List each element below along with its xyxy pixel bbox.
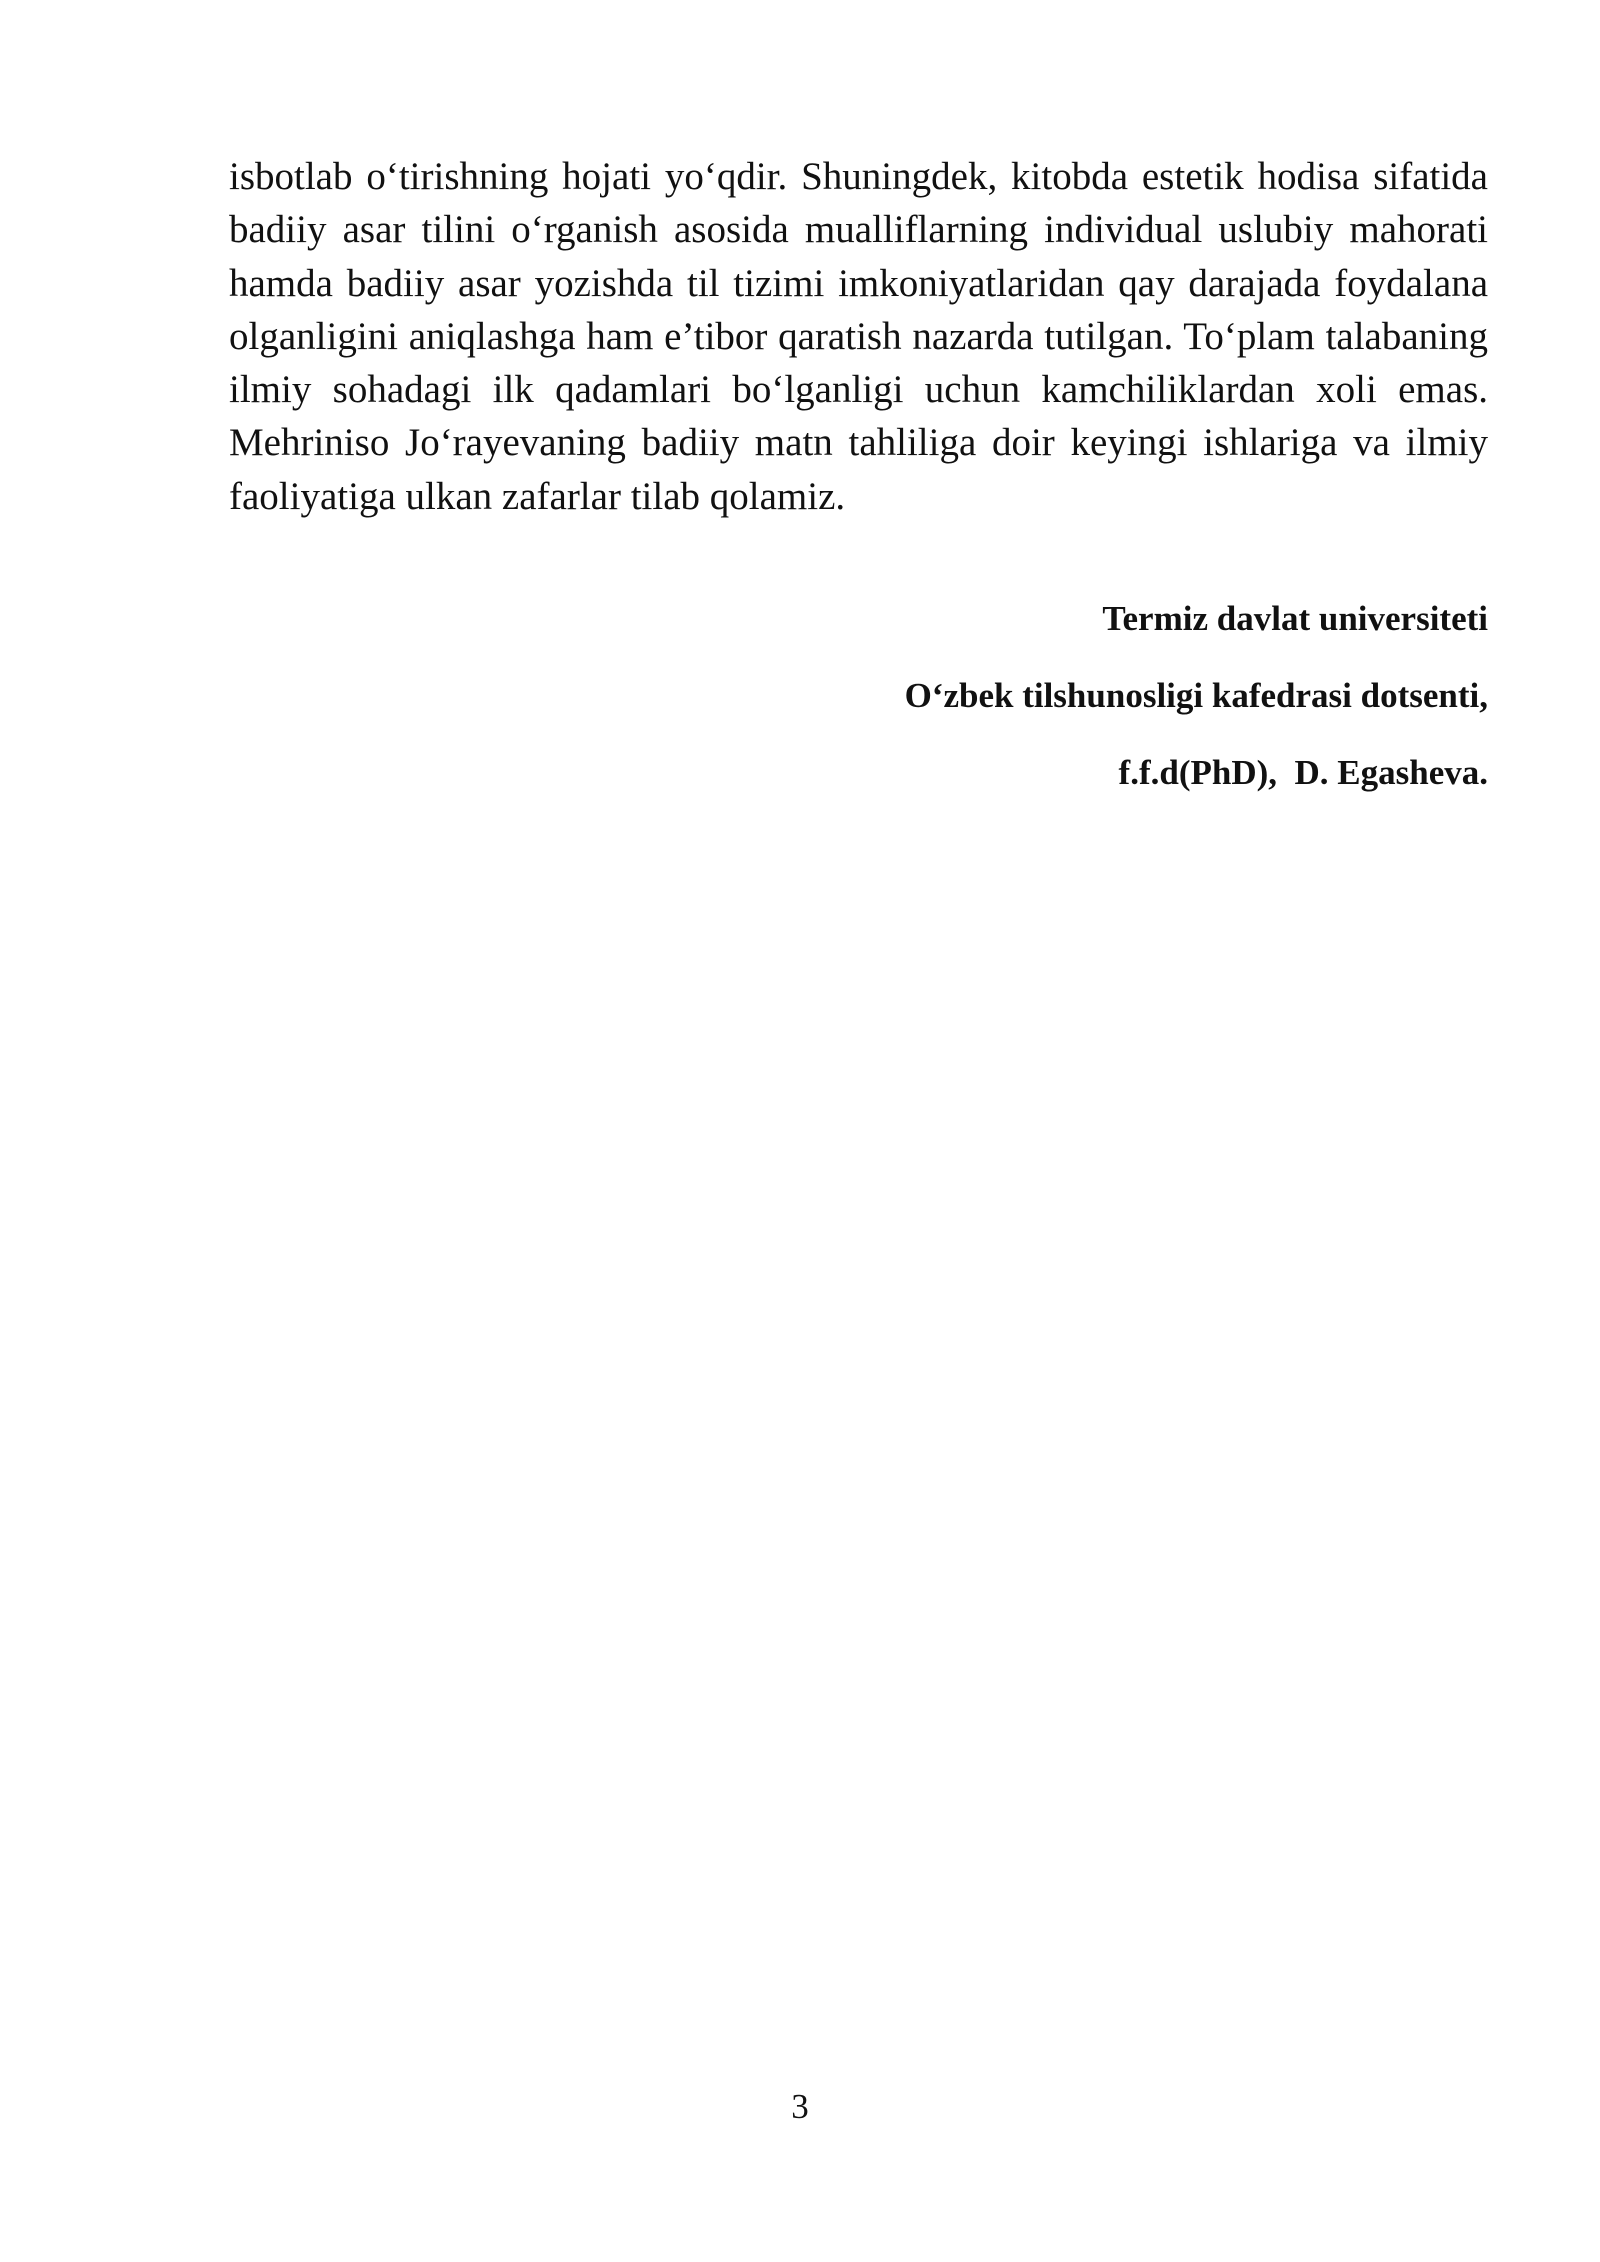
signature-institution: Termiz davlat universiteti — [1102, 599, 1488, 638]
page-number: 3 — [791, 2087, 809, 2126]
body-paragraph: isbotlab o‘tirishning hojati yo‘qdir. Shuningdek, kitobda estetik hodisa sifatida badiiy asar tilini o‘rganish asosida mualliflarning individual uslubiy mahorati hamda badiiy asar yozishda til tizimi imkoniyatlaridan qay darajada foydalana olganligini aniqlashga ham e’tibor qaratish nazarda tutilgan. To‘plam talabaning ilmiy sohadagi ilk qadamlari bo‘lganligi uchun kamchiliklardan xoli emas. Mehriniso Jo‘rayevaning badiiy matn tahliliga doir keyingi ishlariga va ilmiy faoliyatiga ulkan zafarlar tilab qolamiz. — [229, 155, 1488, 518]
signature-block — [588, 594, 1488, 825]
signature-department: O‘zbek tilshunosligi kafedrasi dotsenti, — [904, 676, 1488, 715]
signature-name: f.f.d(PhD), D. Egasheva. — [1118, 753, 1488, 792]
